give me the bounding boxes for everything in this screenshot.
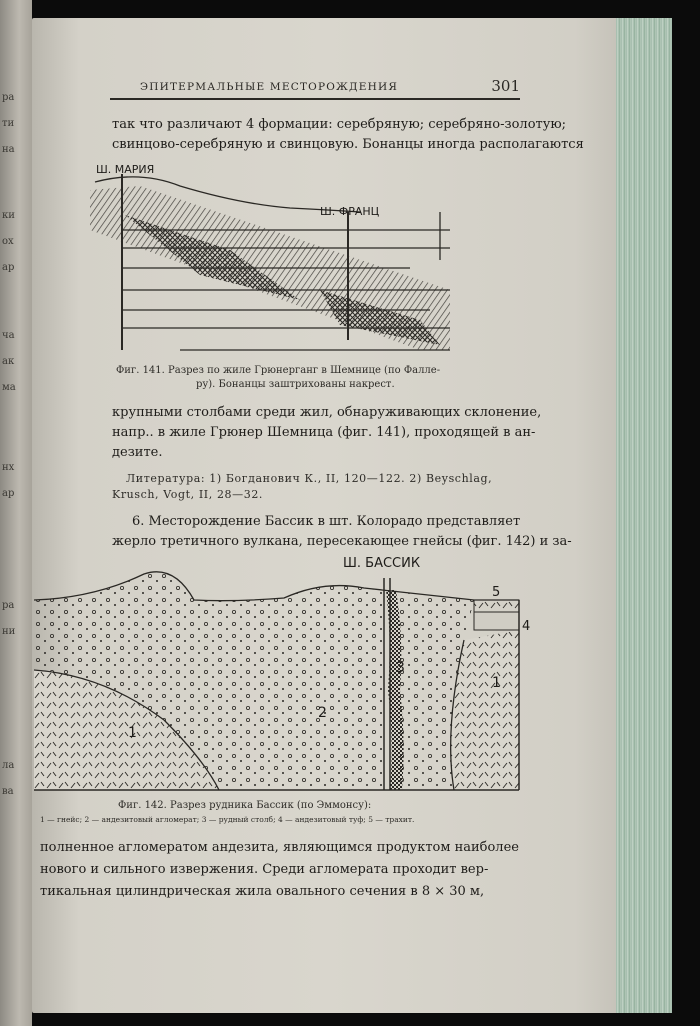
legend-number: 2 [318,705,327,721]
body-text-line: полненное агломератом андезита, являющимся продуктом наиболее [40,840,519,855]
figure-142-legend: 1 — гнейс; 2 — андезитовый агломерат; 3 — рудный столб; 4 — андезитовый туф; 5 — трахит. [40,815,415,824]
body-text-line: нового и сильного извержения. Среди агломерата проходит вер- [40,862,489,877]
shaft-label-bassik: Ш. БАССИК [343,556,421,571]
page-edges [616,18,672,1013]
legend-number: 5 [492,585,501,600]
facing-page-text: ра [2,92,15,103]
legend-number: 1 [128,725,137,741]
facing-page-text: ар [2,262,15,273]
header-title: ЭПИТЕРМАЛЬНЫЕ МЕСТОРОЖДЕНИЯ [140,81,399,93]
figure-141-caption: ру). Бонанцы заштрихованы накрест. [196,379,395,390]
figure-142-section-diagram [34,560,524,796]
facing-page-text: ки [2,210,15,221]
facing-page-text: ар [2,488,15,499]
facing-page-text: на [2,144,15,155]
header-rule [110,98,520,100]
body-text-line: напр.. в жиле Грюнер Шемница (фиг. 141), проходящей в ан- [112,425,536,440]
facing-page-text: ма [2,382,16,393]
shaft-label-maria: Ш. МАРИЯ [96,163,155,176]
facing-page-text: ра [2,600,15,611]
facing-page-text: ла [2,760,15,771]
legend-number: 4 [522,619,531,634]
facing-page-edge [0,0,32,1026]
body-text-line: дезите. [112,445,163,460]
facing-page-text: ох [2,236,14,247]
legend-number: 3 [396,660,405,676]
facing-page-text: ак [2,356,15,367]
page-number: 301 [491,77,520,95]
body-text-line: 6. Месторождение Бассик в шт. Колорадо представляет [132,514,521,529]
figure-141-caption: Фиг. 141. Разрез по жиле Грюнерганг в Шемнице (по Фалле- [116,365,441,376]
legend-number: 1 [492,675,501,691]
body-text-line: жерло третичного вулкана, пересекающее гнейсы (фиг. 142) и за- [112,534,572,549]
body-text-line: так что различают 4 формации: серебряную; серебряно-золотую; [112,117,567,132]
literature-line: Литература: 1) Богданович К., II, 120—122. 2) Beyschlag, [126,472,493,485]
facing-page-text: нх [2,462,15,473]
facing-page-text: ва [2,786,14,797]
facing-page-text: ни [2,626,16,637]
facing-page-text: ти [2,118,15,129]
body-text-line: тикальная цилиндрическая жила овального сечения в 8 × 30 м, [40,884,485,899]
body-text-line: свинцово-серебряную и свинцовую. Бонанцы иногда располагаются [112,137,584,152]
figure-141-section-diagram [80,160,480,360]
literature-line: Krusch, Vogt, II, 28—32. [112,488,264,501]
body-text-line: крупными столбами среди жил, обнаруживающих склонение, [112,405,542,420]
shaft-label-franz: Ш. ФРАНЦ [320,205,380,218]
facing-page-text: ча [2,330,15,341]
figure-142-caption: Фиг. 142. Разрез рудника Бассик (по Эммонсу): [118,800,372,811]
running-header [110,77,520,97]
